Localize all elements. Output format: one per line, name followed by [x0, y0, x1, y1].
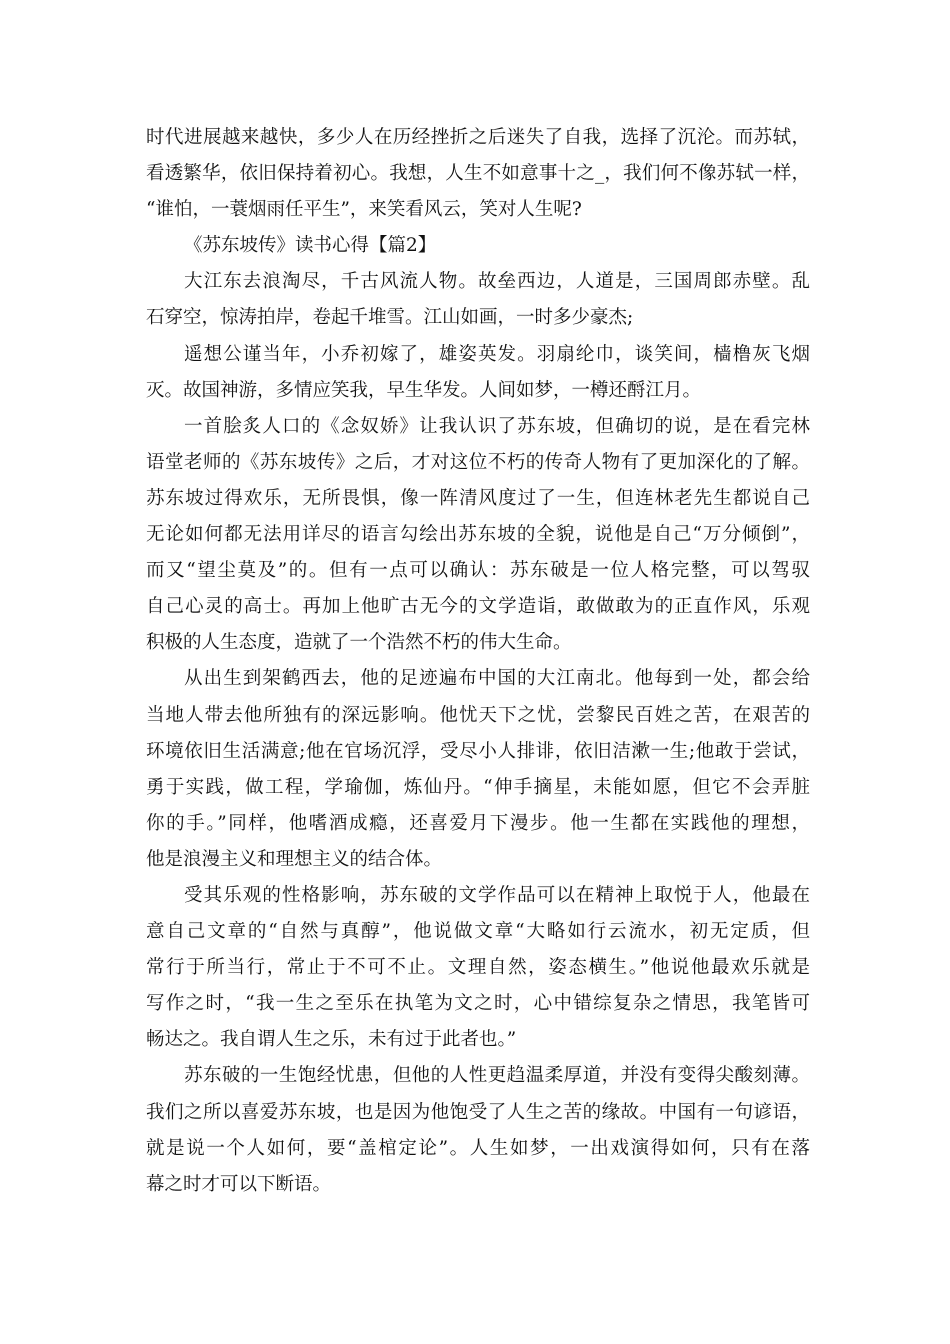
text-line: 常行于所当行，常止于不可不止。文理自然，姿态横生。”他说他最欢乐就是 — [146, 957, 810, 979]
text-line: 当地人带去他所独有的深远影响。他忧天下之忧，尝黎民百姓之苦，在艰苦的 — [146, 704, 810, 726]
text-line: 幕之时才可以下断语。 — [146, 1173, 332, 1195]
text-line: 苏东破的一生饱经忧患，但他的人性更趋温柔厚道，并没有变得尖酸刻薄。 — [184, 1065, 810, 1087]
text-line: 自己心灵的高士。再加上他旷古无今的文学造诣，敢做敢为的正直作风，乐观 — [146, 596, 810, 618]
text-line: 遥想公谨当年，小乔初嫁了，雄姿英发。羽扇纶巾，谈笑间，樯橹灰飞烟 — [184, 343, 810, 365]
text-line: 大江东去浪淘尽，千古风流人物。故垒西边，人道是，三国周郎赤壁。乱 — [184, 271, 810, 293]
text-line: 积极的人生态度，造就了一个浩然不朽的伟大生命。 — [146, 632, 572, 654]
text-line: 他是浪漫主义和理想主义的结合体。 — [146, 848, 443, 870]
text-line: 灭。故国神游，多情应笑我，早生华发。人间如梦，一樽还酹江月。 — [146, 379, 702, 401]
text-line: 看透繁华，依旧保持着初心。我想，人生不如意事十之_，我们何不像苏轼一样， — [146, 163, 810, 185]
text-line: 时代进展越来越快，多少人在历经挫折之后迷失了自我，选择了沉沦。而苏轼， — [146, 127, 810, 148]
text-line: 语堂老师的《苏东坡传》之后，才对这位不朽的传奇人物有了更加深化的了解。 — [146, 451, 810, 473]
text-line: 而又“望尘莫及”的。但有一点可以确认：苏东破是一位人格完整，可以驾驭 — [146, 560, 810, 582]
text-line: “谁怕，一蓑烟雨任平生”，来笑看风云，笑对人生呢? — [146, 199, 582, 221]
document-body — [146, 120, 810, 1203]
text-line: 受其乐观的性格影响，苏东破的文学作品可以在精神上取悦于人，他最在 — [184, 884, 810, 906]
text-line: 无论如何都无法用详尽的语言勾绘出苏东坡的全貌，说他是自己“万分倾倒”， — [146, 524, 810, 546]
text-line: 从出生到架鹤西去，他的足迹遍布中国的大江南北。他每到一处，都会给 — [184, 668, 810, 690]
text-line: 勇于实践，做工程，学瑜伽，炼仙丹。“伸手摘星，未能如愿，但它不会弄脏 — [146, 776, 810, 798]
text-line: 我们之所以喜爱苏东坡，也是因为他饱受了人生之苦的缘故。中国有一句谚语， — [146, 1101, 810, 1123]
text-line: 就是说一个人如何，要“盖棺定论”。人生如梦，一出戏演得如何，只有在落 — [146, 1137, 810, 1159]
text-line: 一首脍炙人口的《念奴娇》让我认识了苏东坡，但确切的说，是在看完林 — [184, 415, 810, 437]
section-heading: 《苏东坡传》读书心得【篇2】 — [184, 235, 437, 257]
text-line: 写作之时，“我一生之至乐在执笔为文之时，心中错综复杂之情思，我笔皆可 — [146, 993, 810, 1015]
text-line: 苏东坡过得欢乐，无所畏惧，像一阵清风度过了一生，但连林老先生都说自己 — [146, 487, 810, 509]
text-line: 你的手。”同样，他嗜酒成瘾，还喜爱月下漫步。他一生都在实践他的理想， — [146, 812, 810, 834]
text-line: 石穿空，惊涛拍岸，卷起千堆雪。江山如画，一时多少豪杰; — [146, 307, 634, 329]
text-line: 意自己文章的“自然与真醇”，他说做文章“大略如行云流水，初无定质，但 — [146, 921, 810, 943]
text-line: 畅达之。我自谓人生之乐，未有过于此者也。” — [146, 1029, 517, 1051]
text-line: 环境依旧生活满意;他在官场沉浮，受尽小人排诽，依旧洁漱一生;他敢于尝试， — [146, 740, 810, 762]
